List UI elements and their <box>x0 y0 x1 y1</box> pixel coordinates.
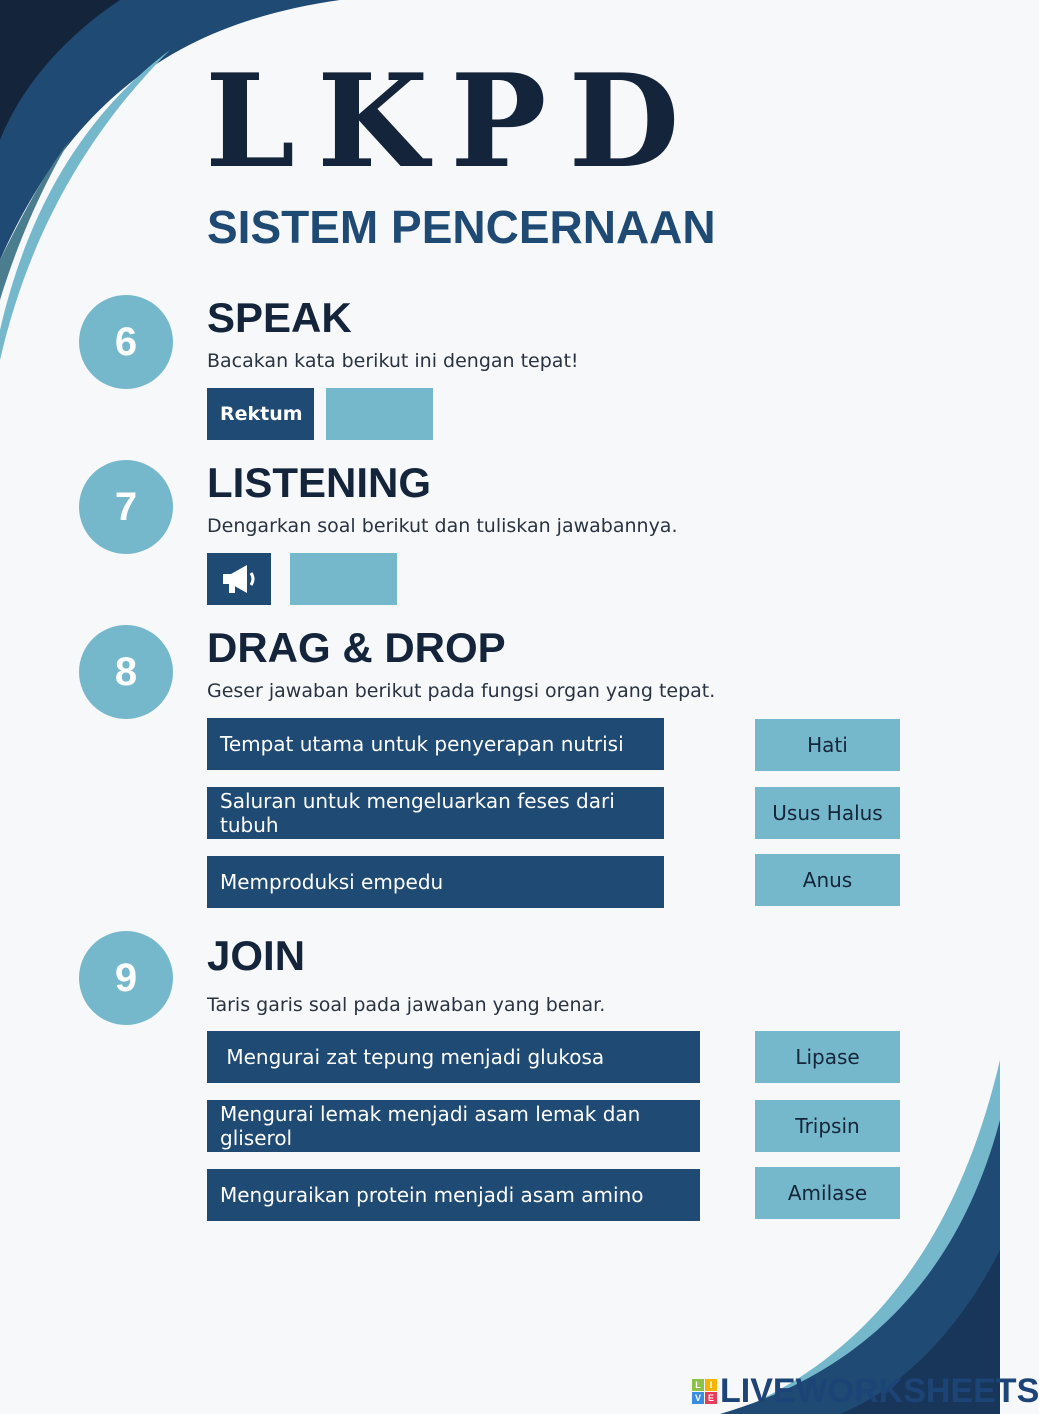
logo-mark: L I V E <box>692 1379 717 1404</box>
join-answer[interactable]: Tripsin <box>755 1100 900 1152</box>
section-heading: SPEAK <box>207 294 352 341</box>
drop-target[interactable]: Saluran untuk mengeluarkan feses dari tubuh <box>207 787 664 839</box>
join-answer[interactable]: Amilase <box>755 1167 900 1219</box>
page-title: LKPD <box>205 47 702 197</box>
logo-text: LIVEWORKSHEETS <box>720 1372 1039 1410</box>
speak-word: Rektum <box>207 388 314 440</box>
join-question[interactable]: Mengurai lemak menjadi asam lemak dan gliserol <box>207 1100 700 1152</box>
page-subtitle: SISTEM PENCERNAAN <box>207 201 716 253</box>
liveworksheets-logo <box>692 1372 1039 1411</box>
section-heading: LISTENING <box>207 459 432 506</box>
drop-target[interactable]: Tempat utama untuk penyerapan nutrisi <box>207 718 664 770</box>
join-question[interactable]: Menguraikan protein menjadi asam amino <box>207 1169 700 1221</box>
listening-answer-input[interactable] <box>290 553 397 605</box>
section-number: 9 <box>79 931 173 1025</box>
speak-record-button[interactable] <box>326 388 433 440</box>
draggable-answer[interactable]: Anus <box>755 854 900 906</box>
section-instruction: Dengarkan soal berikut dan tuliskan jawabannya. <box>207 515 678 537</box>
section-number: 6 <box>79 295 173 389</box>
section-number: 8 <box>79 625 173 719</box>
draggable-answer[interactable]: Hati <box>755 719 900 771</box>
join-answer[interactable]: Lipase <box>755 1031 900 1083</box>
megaphone-icon <box>219 561 259 597</box>
join-question[interactable]: Mengurai zat tepung menjadi glukosa <box>207 1031 700 1083</box>
section-heading: DRAG & DROP <box>207 624 506 671</box>
audio-play-button[interactable] <box>207 553 271 605</box>
draggable-answer[interactable]: Usus Halus <box>755 787 900 839</box>
drop-target[interactable]: Memproduksi empedu <box>207 856 664 908</box>
section-number: 7 <box>79 460 173 554</box>
section-instruction: Bacakan kata berikut ini dengan tepat! <box>207 350 579 372</box>
section-heading: JOIN <box>207 932 306 979</box>
section-instruction: Geser jawaban berikut pada fungsi organ yang tepat. <box>207 680 716 702</box>
section-instruction: Taris garis soal pada jawaban yang benar. <box>207 994 606 1016</box>
